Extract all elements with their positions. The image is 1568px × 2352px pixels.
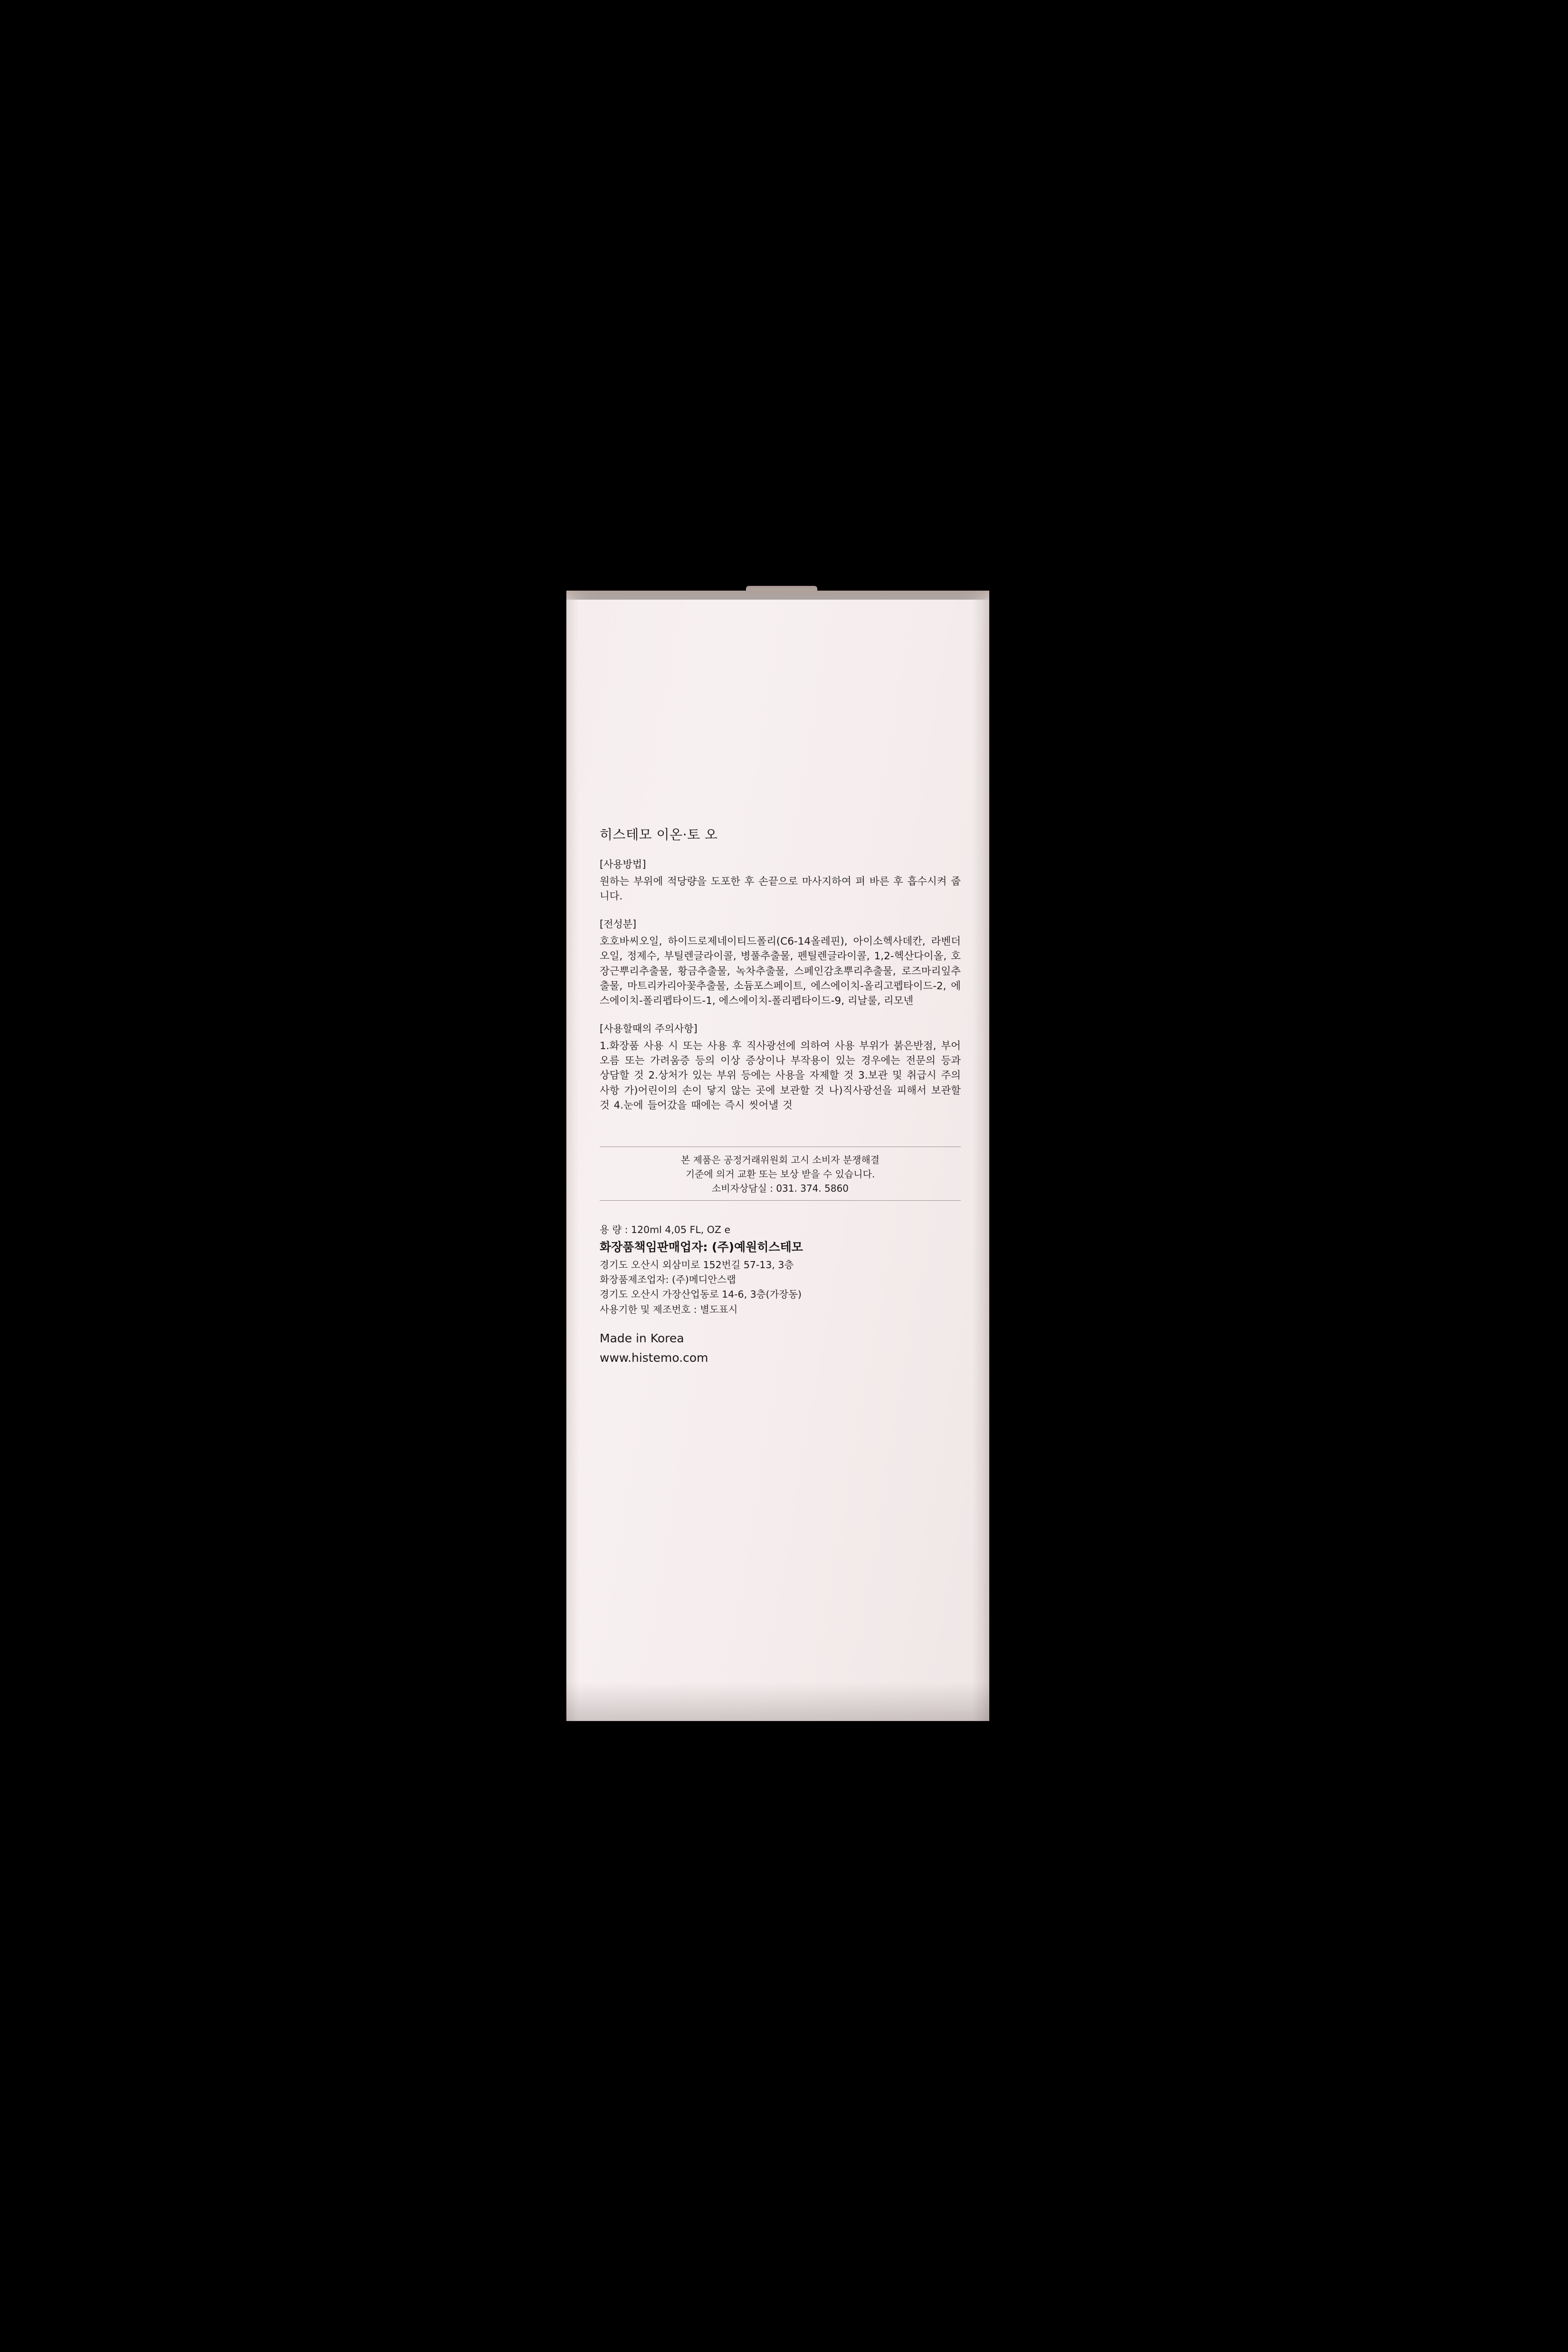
responsible-seller-line: 화장품책임판매업자: (주)예원히스테모	[600, 1240, 803, 1254]
cautions-heading: [사용할때의 주의사항]	[600, 1023, 698, 1034]
carton-right-fold-shadow	[972, 600, 989, 1721]
ingredients-section	[600, 917, 961, 1009]
consumer-hotline: 소비자상담실 : 031. 374. 5860	[711, 1182, 849, 1194]
origin-line: Made in Korea	[600, 1331, 684, 1345]
cautions-text: 1.화장품 사용 시 또는 사용 후 직사광선에 의하여 사용 부위가 붉은반점, 부어오름 또는 가려움증 등의 이상 증상이나 부작용이 있는 경우에는 전문의 등과 상담할 것 2.상처가 있는 부위 등에는 사용을 자제할 것 3.보관 및 취급시 주의사항 가)어린이의 손이 닿지 않는 곳에 보관할 것 나)직사광선을 피해서 보관할 것 4.눈에 들어갔을 때에는 즉시 씻어낼 것	[600, 1040, 961, 1112]
website-line: www.histemo.com	[600, 1350, 708, 1365]
cautions-section	[600, 1021, 961, 1113]
expiry-line: 사용기한 및 제조번호 : 별도표시	[600, 1303, 738, 1315]
usage-heading: [사용방법]	[600, 859, 646, 870]
usage-text: 원하는 부위에 적당량을 도포한 후 손끝으로 마사지하여 펴 바른 후 흡수시켜 줍니다.	[600, 876, 961, 903]
manufacturer-line: 화장품제조업자: (주)메디안스랩	[600, 1274, 736, 1286]
notice-line-2: 기준에 의거 교환 또는 보상 받을 수 있습니다.	[685, 1168, 875, 1180]
ingredients-heading: [전성분]	[600, 918, 637, 930]
manufacturer-address-line: 경기도 오산시 가장산업동로 14-6, 3층(가장동)	[600, 1289, 802, 1300]
notice-line-1: 본 제품은 공정거래위원회 고시 소비자 분쟁해결	[680, 1154, 880, 1166]
ingredients-text: 호호바씨오일, 하이드로제네이티드폴리(C6-14올레핀), 아이소헥사데칸, 라벤더오일, 정제수, 부틸렌글라이콜, 병풀추출물, 펜틸렌글라이콜, 1,2-헥산다이올, 호장근뿌리추출물, 황금추출물, 녹차추출물, 스페인감초뿌리추출물, 로즈마리잎추출물, 마트리카리아꽃추출물, 소듐포스페이트, 에스에이치-올리고펩타이드-2, 에스에이치-폴리펩타이드-1, 에스에이치-폴리펩타이드-9, 리날룰, 리모넨	[600, 935, 961, 1007]
footer-block	[600, 1329, 961, 1367]
carton-left-fold-shadow	[566, 600, 579, 1721]
product-title: 히스테모 이온·토 오	[600, 827, 718, 842]
usage-section	[600, 857, 961, 904]
seller-address-line: 경기도 오산시 외삼미로 152번길 57-13, 3층	[600, 1259, 794, 1271]
consumer-notice-block	[600, 1140, 961, 1206]
carton-bottom-shadow	[566, 1682, 989, 1722]
carton-back-label	[600, 824, 961, 1367]
notice-bottom-divider	[600, 1200, 961, 1201]
product-info-block	[600, 1223, 961, 1317]
volume-line: 용 량 : 120ml 4,05 FL, OZ e	[600, 1224, 731, 1235]
